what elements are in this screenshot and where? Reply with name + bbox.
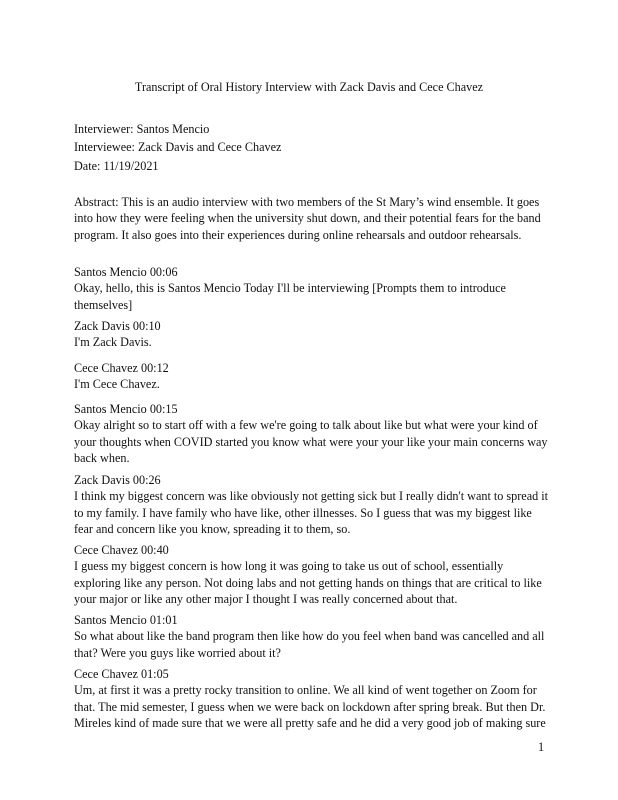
speaker-timestamp: Zack Davis 00:26	[74, 473, 161, 487]
utterance-text: I think my biggest concern was like obviously not getting sick but I really didn't want to spread it to my family. I have family who have like, other illnesses. So I guess that was my biggest like fear and concern like you know, spreading it to them, so.	[74, 489, 549, 537]
transcript-entry	[74, 542, 549, 608]
transcript-entry	[74, 318, 549, 351]
document-title: Transcript of Oral History Interview with Zack Davis and Cece Chavez	[134, 80, 484, 94]
utterance-text: I guess my biggest concern is how long it was going to take us out of school, essentially exploring like any person. Not doing labs and not getting hands on things that are critical to like your major or like any other major I thought I was really concerned about that.	[74, 559, 542, 607]
interviewee-line: Interviewee: Zack Davis and Cece Chavez	[74, 140, 282, 154]
transcript-entry	[74, 264, 549, 313]
speaker-timestamp: Santos Mencio 00:06	[74, 265, 178, 279]
utterance-text: So what about like the band program then like how do you feel when band was cancelled and all that? Were you guys like worried about it?	[74, 629, 545, 660]
page-number: 1	[538, 740, 545, 754]
transcript-entry	[74, 401, 549, 467]
abstract-text: Abstract: This is an audio interview with two members of the St Mary’s wind ensemble. It goes into how they were feeling when the university shut down, and their potential fears for the band program. It also goes into their experiences during online rehearsals and outdoor rehearsals.	[74, 195, 541, 242]
abstract-paragraph	[74, 194, 549, 243]
utterance-text: Okay alright so to start off with a few we're going to talk about like but what were your kind of your thoughts when COVID started you know what were your your like your main concerns way back when.	[74, 418, 548, 466]
speaker-timestamp: Santos Mencio 01:01	[74, 613, 178, 627]
utterance-text: I'm Zack Davis.	[74, 335, 152, 350]
utterance-text: I'm Cece Chavez.	[74, 377, 160, 392]
transcript-entry	[74, 360, 549, 393]
speaker-timestamp: Cece Chavez 00:12	[74, 361, 169, 375]
interviewer-line: Interviewer: Santos Mencio	[74, 122, 210, 136]
speaker-timestamp: Santos Mencio 00:15	[74, 402, 178, 416]
transcript-entry	[74, 472, 549, 538]
utterance-text: Okay, hello, this is Santos Mencio Today I'll be interviewing [Prompts them to introduce themselves]	[74, 281, 506, 312]
speaker-timestamp: Zack Davis 00:10	[74, 319, 161, 333]
transcript-entry	[74, 612, 549, 661]
speaker-timestamp: Cece Chavez 00:40	[74, 543, 169, 557]
transcript-entry	[74, 666, 549, 732]
utterance-text: Um, at first it was a pretty rocky transition to online. We all kind of went together on Zoom for that. The mid semester, I guess when we were back on lockdown after spring break. But then Dr. Mireles kind of made sure that we were all pretty safe and he did a very good job of making sure	[74, 683, 546, 731]
date-line: Date: 11/19/2021	[74, 159, 159, 173]
speaker-timestamp: Cece Chavez 01:05	[74, 667, 169, 681]
